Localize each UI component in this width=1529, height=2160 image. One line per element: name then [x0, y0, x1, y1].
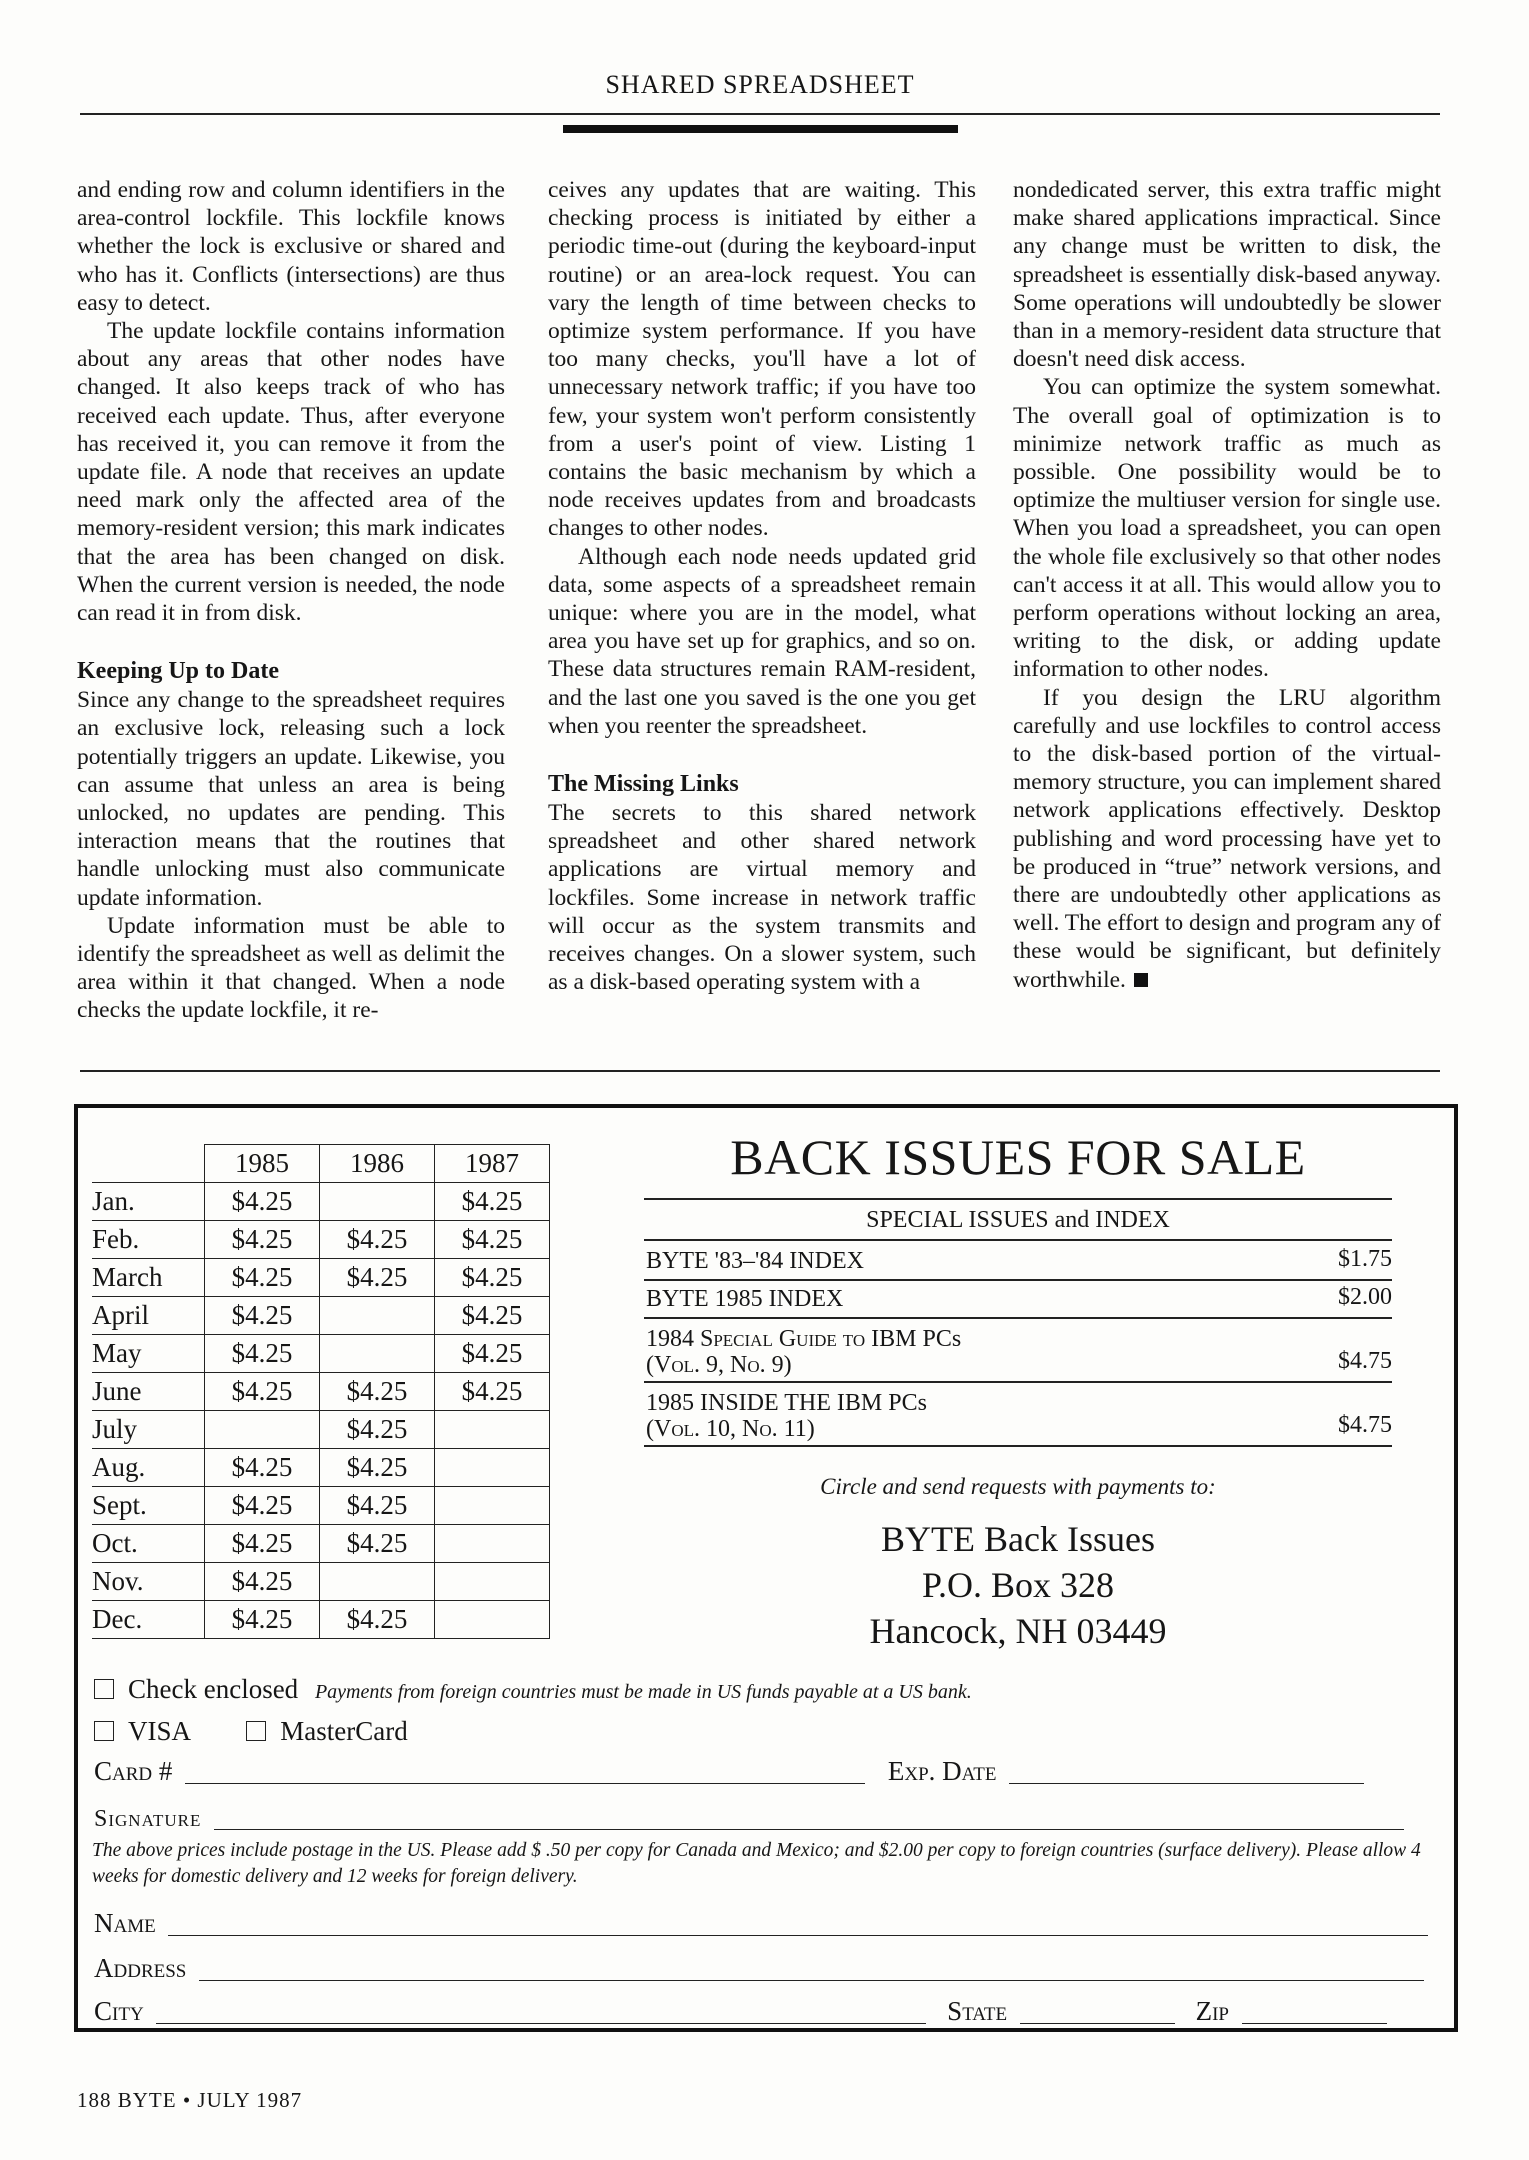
ad-rule	[644, 1198, 1392, 1200]
price-cell: $4.25	[435, 1183, 550, 1221]
section-heading: The Missing Links	[548, 771, 739, 798]
table-row	[92, 1259, 550, 1297]
special-issue-row	[644, 1245, 1392, 1281]
price-cell	[435, 1487, 550, 1525]
month-cell: April	[92, 1297, 205, 1335]
section-rule	[80, 1070, 1440, 1072]
month-cell: Nov.	[92, 1563, 205, 1601]
table-body	[92, 1183, 550, 1639]
visa-checkbox[interactable]	[94, 1721, 114, 1741]
end-mark-icon	[1134, 973, 1148, 987]
city-label: City	[94, 1996, 144, 2026]
price-cell	[435, 1563, 550, 1601]
month-cell: Feb.	[92, 1221, 205, 1259]
month-cell: May	[92, 1335, 205, 1373]
card-number-label: Card #	[94, 1756, 173, 1786]
issue-volume: (Vol. 9, No. 9)	[646, 1352, 792, 1378]
price-cell: $4.25	[205, 1259, 320, 1297]
issue-name	[646, 1325, 961, 1353]
article-column-3	[1013, 176, 1441, 994]
zip-field[interactable]	[1242, 1999, 1387, 2024]
price-cell: $4.25	[205, 1601, 320, 1639]
postage-note: The above prices include postage in the US. Please add $ .50 per copy for Canada and Mexico; and $2.00 per copy to foreign countries (surface delivery). Please allow 4 weeks for domestic delivery and 12 weeks for foreign delivery.	[92, 1840, 1421, 1887]
month-cell: Sept.	[92, 1487, 205, 1525]
paragraph: Since any change to the spreadsheet requires an exclusive lock, releasing such a lock potentially triggers an update. Likewise, you can assume that unless an area is being unlocked, no updates are pending. This interaction means that the routines that handle unlocking must also communicate update information.	[77, 687, 505, 911]
price-cell: $4.25	[320, 1525, 435, 1563]
check-enclosed-label: Check enclosed	[128, 1674, 299, 1704]
issue-price: $2.00	[1338, 1284, 1392, 1310]
paragraph: ceives any updates that are waiting. This checking process is initiated by either a periodic time-out (during the keyboard-input routine) or an area-lock request. You can vary the length of time between checks to optimize system performance. If you have too many checks, you'll have a lot of unnecessary network traffic; if you have too few, your system won't perform consistently from a user's point of view. Listing 1 contains the basic mechanism by which a node receives updates from and broadcasts changes to other nodes.	[548, 177, 976, 542]
year-header: 1985	[205, 1145, 320, 1183]
article-column-1	[77, 176, 505, 1025]
paragraph: Although each node needs updated grid data, some aspects of a spreadsheet remain unique: where you are in the model, what area you have set up for graphics, and so on. These data structures remain RAM-resident, and the last one you saved is the one you get when you reenter the spreadsheet.	[548, 543, 976, 739]
price-cell: $4.25	[435, 1221, 550, 1259]
table-row	[92, 1449, 550, 1487]
price-cell	[320, 1297, 435, 1335]
price-cell: $4.25	[205, 1449, 320, 1487]
price-cell: $4.25	[205, 1487, 320, 1525]
name-field[interactable]	[168, 1911, 1428, 1936]
month-cell: Aug.	[92, 1449, 205, 1487]
card-number-row	[94, 1756, 1444, 1787]
price-cell: $4.25	[320, 1601, 435, 1639]
article-column-2	[548, 176, 976, 996]
table-row	[92, 1601, 550, 1639]
price-cell: $4.25	[320, 1449, 435, 1487]
issue-name: 1985 INSIDE THE IBM PCs	[646, 1390, 927, 1416]
paragraph-last	[1013, 684, 1441, 994]
month-cell: March	[92, 1259, 205, 1297]
page-footer: 188 BYTE • JULY 1987	[77, 2088, 303, 2112]
price-cell: $4.25	[205, 1297, 320, 1335]
price-cell: $4.25	[320, 1411, 435, 1449]
address-field[interactable]	[199, 1956, 1424, 1981]
signature-row	[94, 1802, 1444, 1833]
price-cell	[205, 1411, 320, 1449]
check-enclosed-checkbox[interactable]	[94, 1679, 114, 1699]
price-cell: $4.25	[435, 1297, 550, 1335]
issues-price-table	[92, 1144, 550, 1639]
back-issues-ad	[74, 1104, 1458, 2032]
month-cell: June	[92, 1373, 205, 1411]
price-cell: $4.25	[320, 1221, 435, 1259]
month-cell: Jan.	[92, 1183, 205, 1221]
address-line: Hancock, NH 03449	[869, 1611, 1167, 1651]
name-row	[94, 1908, 1444, 1939]
price-cell: $4.25	[205, 1373, 320, 1411]
table-row	[92, 1525, 550, 1563]
state-field[interactable]	[1020, 1999, 1175, 2024]
price-cell: $4.25	[205, 1563, 320, 1601]
paragraph: You can optimize the system somewhat. The overall goal of optimization is to minimize network traffic as much as possible. One possibility would be to optimize the multiuser version for single use. When you load a spreadsheet, you can open the whole file exclusively so that other nodes can't access it at all. This would allow you to perform operations without locking an area, writing to the disk, or adding update information to other nodes.	[1013, 374, 1441, 683]
header-bar	[563, 125, 958, 133]
table-row	[92, 1335, 550, 1373]
month-cell: Oct.	[92, 1525, 205, 1563]
visa-label: VISA	[128, 1716, 190, 1746]
price-cell	[435, 1449, 550, 1487]
city-state-zip-row	[94, 1996, 1444, 2027]
mailing-address	[644, 1516, 1392, 1654]
table-row	[92, 1563, 550, 1601]
price-cell: $4.25	[435, 1335, 550, 1373]
table-row	[92, 1221, 550, 1259]
table-corner	[92, 1145, 205, 1183]
paragraph: The secrets to this shared network spreadsheet and other shared network applications are virtual memory and lockfiles. Some increase in network traffic will occur as the system transmits and receives changes. On a slower system, such as a disk-based operating system with a	[548, 800, 976, 996]
price-cell: $4.25	[205, 1183, 320, 1221]
paragraph-text: If you design the LRU algorithm carefully and use lockfiles to control access to the disk-based portion of the virtual-memory structure, you can implement shared network applications effectively. Desktop publishing and word processing have yet to be produced in “true” network versions, and there are undoubtedly other applications as well. The effort to design and program any of these would be significant, but definitely worthwhile.	[1013, 684, 1441, 993]
city-field[interactable]	[156, 1999, 926, 2024]
issue-name: BYTE '83–'84 INDEX	[646, 1248, 864, 1274]
year-header: 1987	[435, 1145, 550, 1183]
price-cell: $4.25	[205, 1525, 320, 1563]
card-number-field[interactable]	[185, 1759, 865, 1784]
table-row	[92, 1487, 550, 1525]
price-cell: $4.25	[320, 1373, 435, 1411]
price-cell	[435, 1525, 550, 1563]
signature-label: Signature	[94, 1806, 202, 1832]
running-header: SHARED SPREADSHEET	[605, 70, 915, 99]
ad-subtitle: SPECIAL ISSUES and INDEX	[866, 1207, 1170, 1233]
month-cell: Dec.	[92, 1601, 205, 1639]
table-row	[92, 1373, 550, 1411]
issue-price: $1.75	[1338, 1246, 1392, 1272]
header-rule	[80, 113, 1440, 115]
issue-price: $4.75	[1338, 1348, 1392, 1374]
special-issue-row	[644, 1385, 1392, 1447]
mastercard-checkbox[interactable]	[246, 1721, 266, 1741]
price-cell	[320, 1335, 435, 1373]
special-issue-row	[644, 1321, 1392, 1383]
zip-label: Zip	[1195, 1996, 1229, 2026]
mastercard-label: MasterCard	[280, 1716, 408, 1746]
issue-volume: (Vol. 10, No. 11)	[646, 1416, 815, 1442]
check-enclosed-row	[94, 1674, 972, 1705]
paragraph: Update information must be able to identify the spreadsheet as well as delimit the area within it that changed. When a node checks the update lockfile, it re-	[77, 912, 505, 1024]
price-cell	[320, 1183, 435, 1221]
special-issue-row	[644, 1283, 1392, 1319]
table-row	[92, 1297, 550, 1335]
signature-field[interactable]	[214, 1805, 1404, 1830]
table-row	[92, 1183, 550, 1221]
issue-name-part: 1984	[646, 1326, 700, 1352]
price-cell: $4.25	[435, 1259, 550, 1297]
price-cell: $4.25	[320, 1259, 435, 1297]
paragraph: nondedicated server, this extra traffic might make shared applications impractical. Since any change must be written to disk, the spreadsheet is essentially disk-based anyway. Some operations will undoubtedly be slower than in a memory-resident data structure that doesn't need disk access.	[1013, 177, 1441, 373]
state-label: State	[947, 1996, 1008, 2026]
address-line: P.O. Box 328	[921, 1565, 1115, 1605]
price-cell: $4.25	[205, 1221, 320, 1259]
price-cell	[435, 1411, 550, 1449]
paragraph: The update lockfile contains information about any areas that other nodes have changed. It also keeps track of who has received each update. Thus, after everyone has received it, you can remove it from the update file. A node that receives an update need mark only the affected area of the memory-resident version; this mark indicates that the area has been changed on disk. When the current version is needed, the node can read it in from disk.	[77, 318, 505, 627]
month-cell: July	[92, 1411, 205, 1449]
year-header: 1986	[320, 1145, 435, 1183]
foreign-payment-note: Payments from foreign countries must be made in US funds payable at a US bank.	[314, 1681, 972, 1703]
paragraph: and ending row and column identifiers in the area-control lockfile. This lockfile knows whether the lock is exclusive or shared and who has it. Conflicts (intersections) are thus easy to detect.	[77, 177, 505, 316]
send-instructions: Circle and send requests with payments to:	[820, 1474, 1216, 1499]
exp-date-label: Exp. Date	[887, 1756, 997, 1786]
address-row	[94, 1953, 1444, 1984]
price-cell: $4.25	[205, 1335, 320, 1373]
ad-rule	[644, 1239, 1392, 1241]
address-line: BYTE Back Issues	[881, 1519, 1155, 1559]
issue-name-part: IBM PCs	[865, 1326, 962, 1352]
price-cell: $4.25	[435, 1373, 550, 1411]
card-type-row	[94, 1716, 408, 1747]
issue-name: BYTE 1985 INDEX	[646, 1286, 844, 1312]
name-label: Name	[94, 1908, 156, 1938]
price-cell	[435, 1601, 550, 1639]
table-header-row	[92, 1145, 550, 1183]
section-heading: Keeping Up to Date	[77, 658, 279, 685]
table-row	[92, 1411, 550, 1449]
issue-name-part: Special Guide to	[700, 1326, 866, 1352]
address-label: Address	[94, 1953, 187, 1983]
price-cell	[320, 1563, 435, 1601]
price-cell: $4.25	[320, 1487, 435, 1525]
ad-title: BACK ISSUES FOR SALE	[730, 1129, 1306, 1185]
issue-price: $4.75	[1338, 1412, 1392, 1438]
exp-date-field[interactable]	[1009, 1759, 1364, 1784]
